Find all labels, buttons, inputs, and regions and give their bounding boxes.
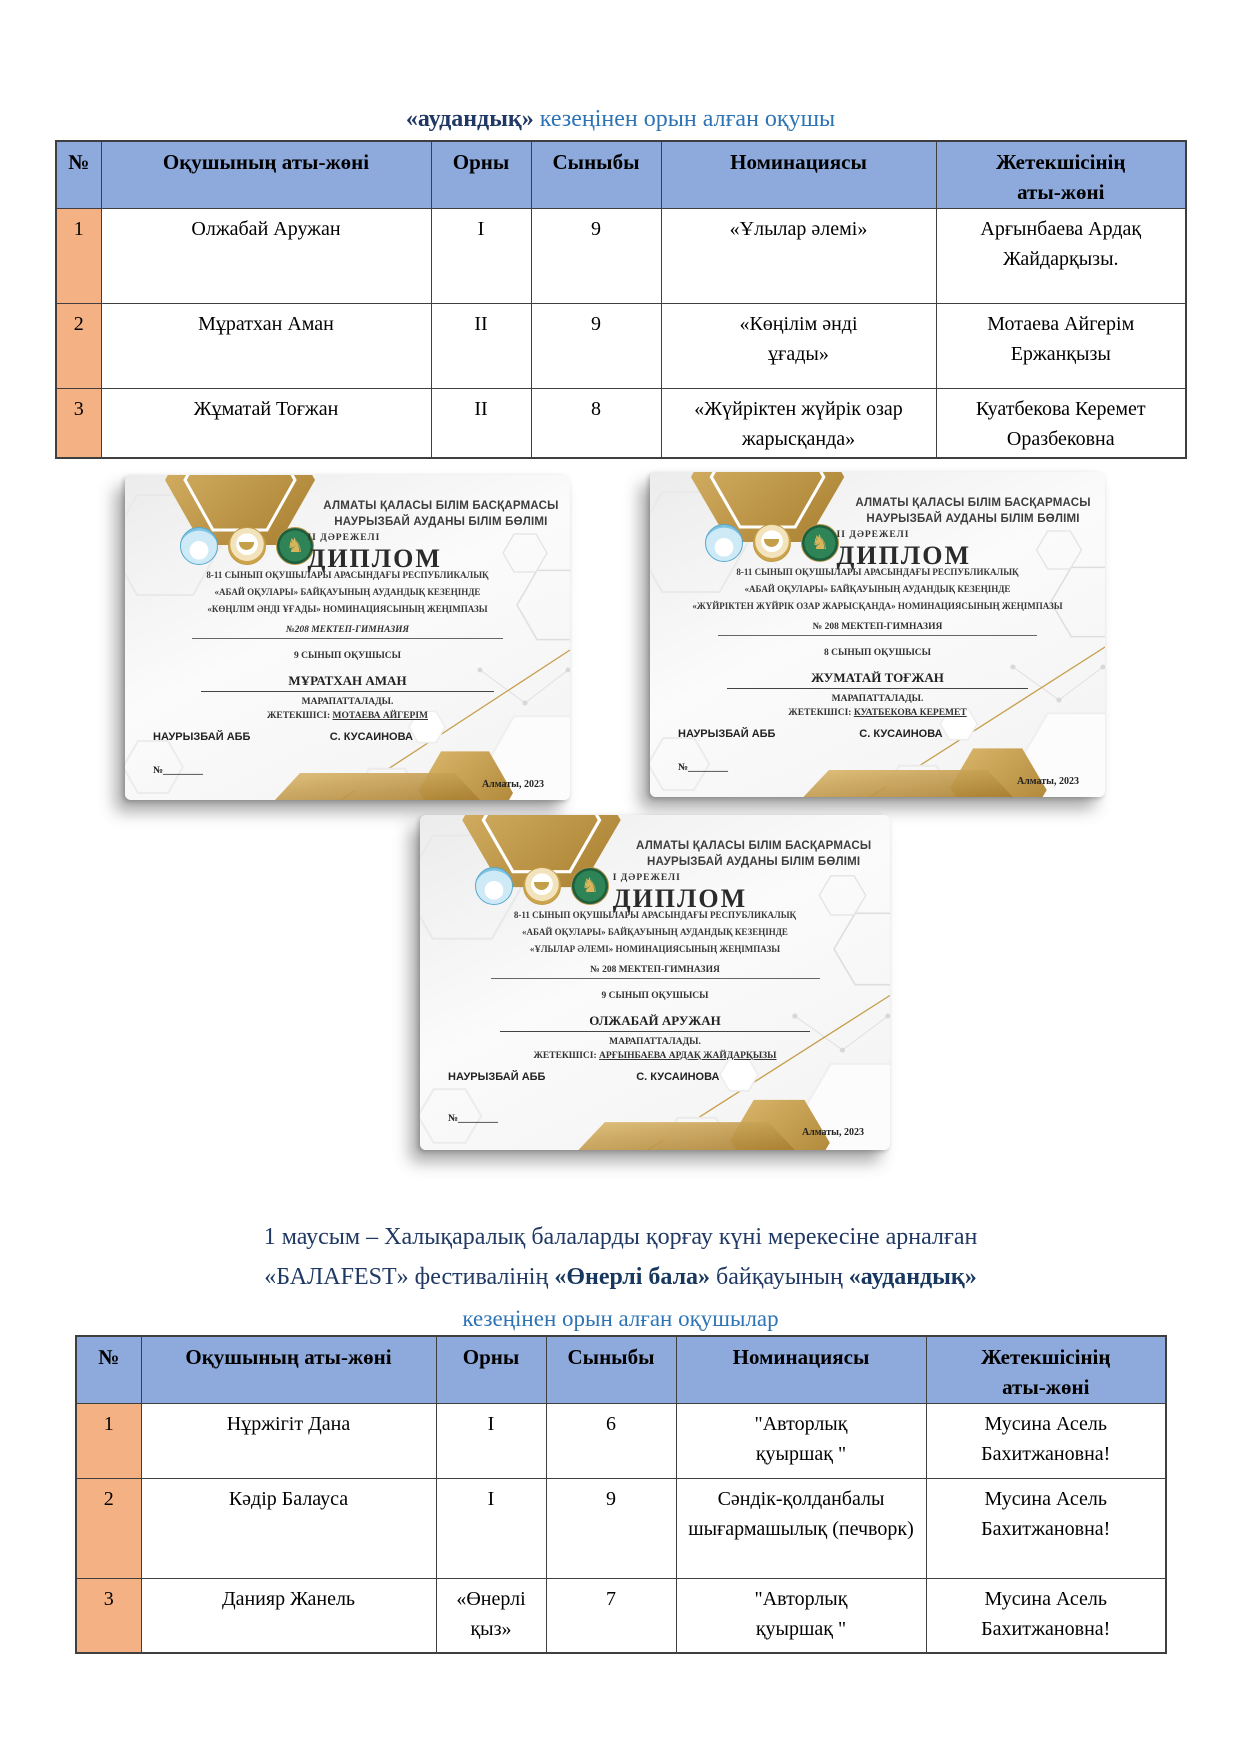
- section1-title-bold: «аудандық»: [405, 106, 534, 132]
- cell-number: 1: [76, 1403, 141, 1478]
- table-row: [56, 208, 1186, 303]
- diploma-description: [138, 567, 556, 618]
- cell-teacher: Мотаева Айгерім Ержанқызы: [936, 303, 1186, 388]
- certificate-org-header: [312, 499, 570, 530]
- cell-teacher: Арғынбаева Ардақ Жайдарқызы.: [936, 208, 1186, 303]
- awarded-line: МАРАПАТТАЛАДЫ.: [301, 697, 394, 707]
- header-place: Орны: [436, 1336, 546, 1403]
- cell-student-name: Олжабай Аружан: [101, 208, 431, 303]
- cell-nomination: [676, 1403, 926, 1478]
- description-line2: «АБАЙ ОҚУЛАРЫ» БАЙҚАУЫНЫҢ АУДАНДЫҚ КЕЗЕҢІНДЕ: [522, 927, 788, 938]
- cell-grade: 9: [531, 303, 661, 388]
- diploma-certificate: [125, 475, 570, 800]
- org-line1: АЛМАТЫ ҚАЛАСЫ БІЛІМ БАСҚАРМАСЫ: [323, 500, 559, 512]
- certificate-number-line: №________: [678, 762, 729, 773]
- student-name-line: ЖУМАТАЙ ТОҒЖАН: [727, 670, 1027, 689]
- school-line: №208 МЕКТЕП-ГИМНАЗИЯ: [192, 625, 504, 639]
- description-line1: 8-11 СЫНЫП ОҚУШЫЛАРЫ АРАСЫНДАҒЫ РЕСПУБЛИКАЛЫҚ: [513, 910, 797, 920]
- cell-number: 2: [56, 303, 101, 388]
- cell-grade: 9: [546, 1478, 676, 1578]
- description-line1: 8-11 СЫНЫП ОҚУШЫЛАРЫ АРАСЫНДАҒЫ РЕСПУБЛИКАЛЫҚ: [206, 570, 489, 580]
- teacher-line: [420, 1051, 890, 1061]
- description-line2: «АБАЙ ОҚУЛАРЫ» БАЙҚАУЫНЫҢ АУДАНДЫҚ КЕЗЕҢІНДЕ: [744, 584, 1011, 595]
- teacher-label: ЖЕТЕКШІСІ:: [788, 708, 852, 718]
- nauryzbay-district-emblem-icon: ♞: [276, 527, 314, 565]
- cell-number: 3: [76, 1578, 141, 1653]
- cell-place: I: [431, 208, 531, 303]
- signature-right: С. КУСАИНОВА: [636, 1071, 720, 1083]
- diploma-description: [434, 907, 876, 958]
- title2-mid: байқауының: [710, 1264, 849, 1290]
- cell-teacher: Мусина Асель Бахитжановна!: [926, 1478, 1166, 1578]
- diploma-word: ДИПЛОМ: [307, 544, 442, 573]
- cell-student-name: Нұржігіт Дана: [141, 1403, 436, 1478]
- cell-place: I: [436, 1478, 546, 1578]
- table-row: [56, 303, 1186, 388]
- header-number: №: [56, 141, 101, 208]
- org-line2: НАУРЫЗБАЙ АУДАНЫ БІЛІМ БӨЛІМІ: [866, 512, 1080, 525]
- awarded-line: МАРАПАТТАЛАДЫ.: [609, 1037, 701, 1047]
- emblem-row: [705, 524, 839, 562]
- header-nomination: Номинациясы: [661, 141, 936, 208]
- cell-place: «Өнерлі қыз»: [436, 1578, 546, 1653]
- cell-grade: 8: [531, 388, 661, 458]
- emblem-row: [475, 867, 609, 905]
- org-line2: НАУРЫЗБАЙ АУДАНЫ БІЛІМ БӨЛІМІ: [334, 515, 548, 528]
- cell-nomination-text: "Авторлық қуыршақ ": [754, 1412, 848, 1465]
- header-teacher-text: Жетекшісінің аты-жөні: [980, 1345, 1111, 1400]
- cell-nomination: «Ұлылар әлемі»: [661, 208, 936, 303]
- gold-bowl-emblem-icon: [523, 867, 561, 905]
- signature-left: НАУРЫЗБАЙ АББ: [448, 1071, 546, 1083]
- almaty-city-emblem-icon: [475, 867, 513, 905]
- cell-nomination: Сәндік-қолданбалы шығармашылық (печворк): [676, 1478, 926, 1578]
- cell-nomination-text: "Авторлық қуыршақ ": [754, 1587, 848, 1640]
- header-grade: Сыныбы: [546, 1336, 676, 1403]
- header-teacher: [936, 141, 1186, 208]
- teacher-name: КУАТБЕКОВА КЕРЕМЕТ: [853, 708, 967, 718]
- cell-nomination: «Жүйріктен жүйрік озар жарысқанда»: [661, 388, 936, 458]
- cell-nomination: [661, 303, 936, 388]
- cell-student-name: Кәдір Балауса: [141, 1478, 436, 1578]
- description-line3: «КӨҢІЛІМ ӘНДІ ҰҒАДЫ» НОМИНАЦИЯСЫНЫҢ ЖЕҢІМПАЗЫ: [207, 604, 488, 615]
- diploma-degree: ІІ ДӘРЕЖЕЛІ: [836, 530, 910, 540]
- awarded-line: МАРАПАТТАЛАДЫ.: [831, 694, 924, 704]
- cell-place: II: [431, 388, 531, 458]
- header-student-name: Оқушының аты-жөні: [101, 141, 431, 208]
- org-line1: АЛМАТЫ ҚАЛАСЫ БІЛІМ БАСҚАРМАСЫ: [636, 840, 872, 852]
- gold-bowl-emblem-icon: [228, 527, 266, 565]
- diploma-degree: ІІ ДӘРЕЖЕЛІ: [307, 533, 381, 543]
- header-teacher: [926, 1336, 1166, 1403]
- teacher-label: ЖЕТЕКШІСІ:: [533, 1051, 597, 1061]
- emblem-row: [180, 527, 314, 565]
- signature-right: С. КУСАИНОВА: [859, 728, 943, 740]
- almaty-city-emblem-icon: [180, 527, 218, 565]
- cell-number: 3: [56, 388, 101, 458]
- description-line3: «ҰЛЫЛАР ӘЛЕМІ» НОМИНАЦИЯСЫНЫҢ ЖЕҢІМПАЗЫ: [529, 944, 781, 955]
- diploma-certificate: [420, 815, 890, 1150]
- table-header-row: [76, 1336, 1166, 1403]
- cell-place: I: [436, 1403, 546, 1478]
- signature-left: НАУРЫЗБАЙ АББ: [678, 728, 776, 740]
- certificate-number-line: №________: [448, 1113, 499, 1124]
- results-table-audandyq: [55, 140, 1187, 459]
- title2-bold2: «аудандық»: [848, 1264, 977, 1290]
- cell-student-name: Жұматай Тоғжан: [101, 388, 431, 458]
- certificate-number-line: №________: [153, 765, 204, 776]
- header-teacher-text: Жетекшісінің аты-жөні: [995, 150, 1126, 205]
- certificate-org-header: [617, 839, 890, 870]
- org-line1: АЛМАТЫ ҚАЛАСЫ БІЛІМ БАСҚАРМАСЫ: [855, 497, 1091, 509]
- teacher-line: [125, 711, 570, 721]
- cell-student-name: Мұратхан Аман: [101, 303, 431, 388]
- description-line2: «АБАЙ ОҚУЛАРЫ» БАЙҚАУЫНЫҢ АУДАНДЫҚ КЕЗЕҢІНДЕ: [214, 587, 481, 598]
- grade-line: 8 СЫНЫП ОҚУШЫСЫ: [824, 648, 931, 658]
- section2-title-line3: кезеңінен орын алған оқушылар: [462, 1306, 779, 1331]
- description-line1: 8-11 СЫНЫП ОҚУШЫЛАРЫ АРАСЫНДАҒЫ РЕСПУБЛИКАЛЫҚ: [736, 567, 1019, 577]
- cell-student-name: Данияр Жанель: [141, 1578, 436, 1653]
- table-header-row: [56, 141, 1186, 208]
- header-place: Орны: [431, 141, 531, 208]
- results-table-balafest: [75, 1335, 1167, 1654]
- cell-nomination: [676, 1578, 926, 1653]
- almaty-city-emblem-icon: [705, 524, 743, 562]
- header-grade: Сыныбы: [531, 141, 661, 208]
- cell-nomination-text: «Көңілім әнді ұғады»: [739, 312, 858, 365]
- cell-grade: 7: [546, 1578, 676, 1653]
- table-row: [76, 1478, 1166, 1578]
- cell-grade: 9: [531, 208, 661, 303]
- school-line: № 208 МЕКТЕП-ГИМНАЗИЯ: [718, 622, 1037, 636]
- nauryzbay-district-emblem-icon: ♞: [571, 867, 609, 905]
- table-row: [56, 388, 1186, 458]
- teacher-label: ЖЕТЕКШІСІ:: [266, 711, 331, 721]
- cell-place: II: [431, 303, 531, 388]
- cell-number: 2: [76, 1478, 141, 1578]
- teacher-name: МОТАЕВА АЙГЕРІМ: [332, 711, 429, 721]
- org-line2: НАУРЫЗБАЙ АУДАНЫ БІЛІМ БӨЛІМІ: [647, 855, 861, 868]
- diploma-description: [664, 564, 1092, 615]
- cell-teacher: Куатбекова Керемет Оразбековна: [936, 388, 1186, 458]
- city-year-line: Алматы, 2023: [1016, 776, 1079, 787]
- diploma-degree: І ДӘРЕЖЕЛІ: [612, 873, 681, 883]
- section2-title-line2: [0, 1258, 1241, 1296]
- title2-bold1: «Өнерлі бала»: [554, 1264, 711, 1290]
- diploma-word: ДИПЛОМ: [612, 884, 748, 913]
- grade-line: 9 СЫНЫП ОҚУШЫСЫ: [601, 991, 709, 1001]
- student-name-line: ОЛЖАБАЙ АРУЖАН: [500, 1013, 810, 1032]
- student-name-line: МҰРАТХАН АМАН: [201, 673, 495, 692]
- title2-pre: «БАЛАFEST» фестивалінің: [264, 1264, 555, 1290]
- gold-bowl-emblem-icon: [753, 524, 791, 562]
- cell-number: 1: [56, 208, 101, 303]
- description-line3: «ЖҮЙРІКТЕН ЖҮЙРІК ОЗАР ЖАРЫСҚАНДА» НОМИНАЦИЯСЫНЫҢ ЖЕҢІМПАЗЫ: [692, 601, 1063, 612]
- cell-grade: 6: [546, 1403, 676, 1478]
- nauryzbay-district-emblem-icon: ♞: [801, 524, 839, 562]
- signature-right: С. КУСАИНОВА: [329, 731, 413, 743]
- cell-teacher: Мусина Асель Бахитжановна!: [926, 1403, 1166, 1478]
- table-row: [76, 1578, 1166, 1653]
- diploma-certificate: [650, 472, 1105, 797]
- grade-line: 9 СЫНЫП ОҚУШЫСЫ: [294, 651, 401, 661]
- city-year-line: Алматы, 2023: [481, 779, 544, 790]
- section1-title: [0, 100, 1241, 138]
- header-nomination: Номинациясы: [676, 1336, 926, 1403]
- header-number: №: [76, 1336, 141, 1403]
- school-line: № 208 МЕКТЕП-ГИМНАЗИЯ: [491, 965, 820, 979]
- teacher-line: [650, 708, 1105, 718]
- header-student-name: Оқушының аты-жөні: [141, 1336, 436, 1403]
- signature-left: НАУРЫЗБАЙ АББ: [153, 731, 251, 743]
- table-row: [76, 1403, 1166, 1478]
- cell-teacher: Мусина Асель Бахитжановна!: [926, 1578, 1166, 1653]
- section2-title-line1: 1 маусым – Халықаралық балаларды қорғау күні мерекесіне арналған: [263, 1224, 978, 1250]
- teacher-name: АРҒЫНБАЕВА АРДАҚ ЖАЙДАРҚЫЗЫ: [599, 1051, 777, 1061]
- section1-title-rest: кезеңінен орын алған оқушы: [533, 106, 836, 132]
- city-year-line: Алматы, 2023: [801, 1127, 864, 1138]
- diploma-word: ДИПЛОМ: [836, 541, 972, 570]
- certificate-org-header: [841, 496, 1105, 527]
